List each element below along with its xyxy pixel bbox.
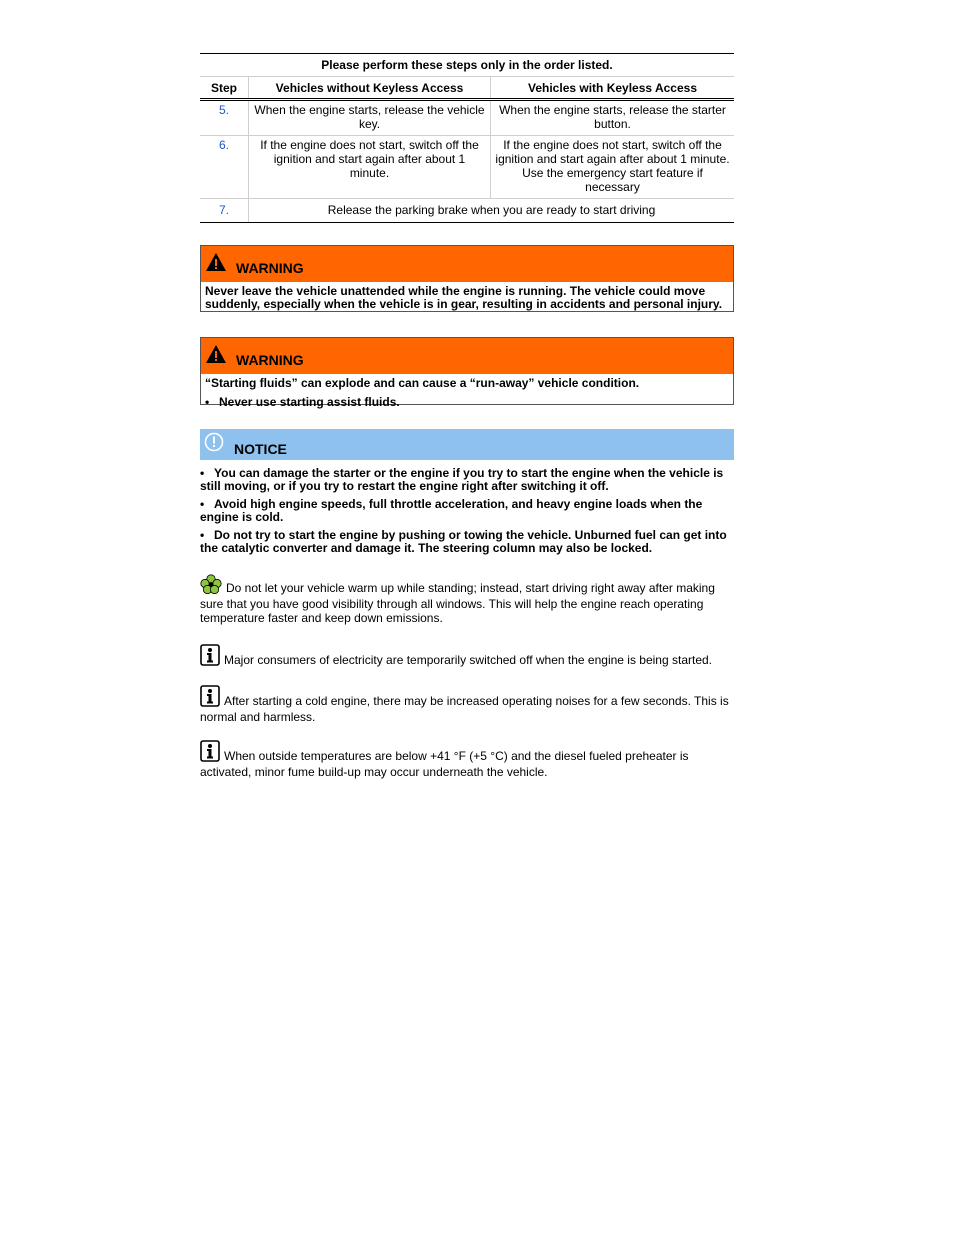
info-icon [200, 644, 220, 669]
notice-bullet [200, 529, 734, 555]
warning-bullet-text: Never use starting assist fluids. [219, 395, 400, 409]
bullet-icon: • [200, 497, 205, 511]
notice-bullet-text: You can damage the starter or the engine if you try to start the engine when the vehicle is still moving, or if you try to restart the engine right after switching it off. [200, 466, 724, 493]
table-row [200, 199, 734, 223]
notice-title: NOTICE [234, 440, 287, 457]
environment-flower-icon [200, 574, 222, 597]
table-header-row [200, 77, 734, 101]
info-text: After starting a cold engine, there may be increased operating noises for a few seconds. This is normal and harmless. [200, 694, 729, 724]
step-number-link[interactable]: 5. [218, 103, 229, 117]
notice-bullet-text: Avoid high engine speeds, full throttle acceleration, and heavy engine loads when the engine is cold. [200, 497, 703, 524]
table-row [200, 136, 734, 199]
info-icon [200, 740, 220, 765]
bullet-icon: • [205, 395, 210, 409]
environment-tip [200, 574, 734, 625]
notice-bullet [200, 498, 734, 524]
info-note [200, 740, 734, 779]
warning-title: WARNING [236, 260, 304, 276]
cell-with-keyless: If the engine does not start, switch off the ignition and start again after about 1 minute. Use the emergency start feature if necessary [490, 136, 734, 198]
info-note [200, 685, 734, 724]
bullet-icon: • [200, 528, 205, 542]
warning-header [201, 246, 733, 282]
warning-content [201, 374, 733, 413]
warning-triangle-icon [205, 344, 227, 369]
warning-box-starting-fluids [200, 337, 734, 409]
notice-bullet [200, 467, 734, 493]
notice-bullet-text: Do not try to start the engine by pushing or towing the vehicle. Unburned fuel can get into the catalytic converter and damage it. The steering column may also be locked. [200, 528, 727, 555]
cell-both: Release the parking brake when you are ready to start driving [248, 199, 734, 222]
info-icon [200, 685, 220, 710]
header-with-keyless: Vehicles with Keyless Access [490, 77, 734, 98]
table-row [200, 101, 734, 136]
info-note [200, 644, 734, 669]
header-without-keyless: Vehicles without Keyless Access [248, 77, 490, 98]
step-number-link[interactable]: 7. [218, 203, 229, 217]
bullet-icon: • [200, 466, 205, 480]
warning-title: WARNING [236, 352, 304, 368]
notice-header [200, 429, 734, 460]
header-step: Step [210, 81, 237, 95]
info-text: Major consumers of electricity are temporarily switched off when the engine is being started. [224, 653, 713, 667]
info-text: When outside temperatures are below +41 °F (+5 °C) and the diesel fueled preheater is activated, minor fume build-up may occur underneath the vehicle. [200, 749, 689, 779]
table-caption: Please perform these steps only in the order listed. [200, 54, 734, 77]
notice-exclamation-icon [204, 432, 224, 457]
warning-header [201, 338, 733, 374]
warning-bullet [205, 396, 729, 409]
warning-text: “Starting fluids” can explode and can cause a “run-away” vehicle condition. [205, 376, 640, 390]
step-number-link[interactable]: 6. [218, 138, 229, 152]
cell-without-keyless: If the engine does not start, switch off the ignition and start again after about 1 minute. [248, 136, 490, 198]
cell-without-keyless: When the engine starts, release the vehicle key. [248, 101, 490, 135]
tip-text: Do not let your vehicle warm up while standing; instead, start driving right away after making sure that you have good visibility through all windows. This will help the engine reach operating temperature faster and keep down emissions. [200, 581, 715, 625]
warning-triangle-icon [205, 252, 227, 277]
warning-box-unattended [200, 245, 734, 312]
notice-body [200, 467, 734, 560]
cell-with-keyless: When the engine starts, release the starter button. [490, 101, 734, 135]
warning-text: Never leave the vehicle unattended while the engine is running. The vehicle could move suddenly, especially when the vehicle is in gear, resulting in accidents and personal injury. [205, 284, 723, 311]
steps-table [200, 53, 734, 223]
